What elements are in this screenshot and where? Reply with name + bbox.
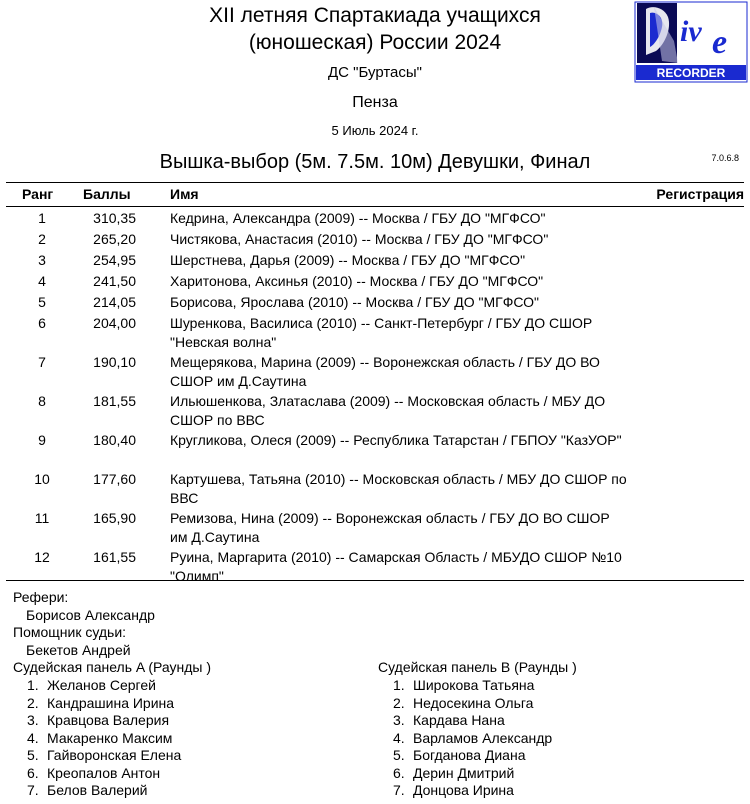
name-cell: Борисова, Ярослава (2010) -- Москва / ГБУ ДО "МГФСО" [170,294,540,310]
city: Пенза [352,94,398,111]
referee-name: Борисов Александр [26,607,155,623]
judge-item [393,730,552,748]
score-cell: 254,95 [93,252,136,268]
score-cell: 310,35 [93,210,136,226]
judge-name: Донцова Ирина [413,782,514,798]
judge-item [393,712,552,730]
judge-number: 6. [27,764,39,781]
header-registration: Регистрация [656,186,744,202]
name-cell: Мещерякова, Марина (2009) -- Воронежская область / ГБУ ДО ВО СШОР им Д.Саутина [170,354,600,389]
judge-name: Белов Валерий [47,782,148,798]
svg-text:iv: iv [680,15,702,48]
panel-a-label: Судейская панель A (Раунды ) [13,659,212,675]
judge-item [393,747,552,765]
judge-number: 1. [393,677,405,693]
judge-item [393,695,552,713]
score-cell: 190,10 [93,354,136,370]
table-row [0,508,750,547]
rank-cell: 4 [38,273,46,289]
judge-item [27,765,181,783]
score-cell: 161,55 [93,549,136,565]
judge-name: Кравцова Валерия [47,712,170,728]
referee-label: Рефери: [13,589,69,605]
judge-number: 3. [393,712,405,728]
judge-name: Креопалов Антон [47,764,161,781]
name-cell: Картушева, Татьяна (2010) -- Московская область / МБУ ДО СШОР по ВВС [170,471,627,506]
name-cell: Ильюшенкова, Златаслава (2009) -- Московская область / МБУ ДО СШОР по ВВС [170,393,606,428]
judge-name: Кандрашина Ирина [47,694,175,711]
header-rank: Ранг [22,186,54,202]
judge-number: 7. [27,782,39,798]
judge-name: Гайворонская Елена [47,747,182,763]
table-row [0,208,750,229]
judge-number: 6. [393,764,405,781]
divider-bottom [6,580,744,581]
judge-panel-a [27,677,181,800]
name-cell: Ремизова, Нина (2009) -- Воронежская область / ГБУ ДО ВО СШОР им Д.Саутина [170,510,610,545]
judge-number: 2. [393,694,405,711]
judge-name: Богданова Диана [413,747,526,763]
rank-cell: 11 [34,510,50,526]
name-cell: Руина, Маргарита (2010) -- Самарская Область / МБУДО СШОР №10 "Олимп" [170,549,622,584]
name-cell: Харитонова, Аксинья (2010) -- Москва / ГБУ ДО "МГФСО" [170,273,544,289]
table-row [0,229,750,250]
judge-number: 5. [27,747,39,763]
table-row [0,271,750,292]
judge-number: 4. [393,729,405,746]
table-row [0,250,750,271]
judge-name: Варламов Александр [413,729,553,746]
table-row [0,292,750,313]
divider-header [6,206,744,207]
software-version: 7.0.6.8 [711,153,739,163]
name-cell: Кругликова, Олеся (2009) -- Республика Татарстан / ГБПОУ "КазУОР" [170,432,622,448]
rank-cell: 7 [38,354,46,370]
table-row [0,313,750,352]
name-cell: Шерстнева, Дарья (2009) -- Москва / ГБУ ДО "МГФСО" [170,252,526,268]
judge-item [27,747,181,765]
rank-cell: 5 [38,294,46,310]
judge-number: 3. [27,712,39,728]
judge-item [393,677,552,695]
name-cell: Чистякова, Анастасия (2010) -- Москва / ГБУ ДО "МГФСО" [170,231,549,247]
judge-item [393,782,552,800]
judge-item [393,765,552,783]
rank-cell: 1 [38,210,46,226]
judge-item [27,730,181,748]
diverecorder-logo [634,1,748,83]
rank-cell: 3 [38,252,46,268]
score-cell: 241,50 [93,273,136,289]
logo-text: RECORDER [656,66,726,80]
score-cell: 165,90 [93,510,136,526]
judge-item [27,782,181,800]
judge-name: Желанов Сергей [47,677,156,693]
rank-cell: 9 [38,432,46,448]
event-title: Вышка-выбор (5м. 7.5м. 10м) Девушки, Финал [159,151,591,173]
score-cell: 181,55 [93,393,136,409]
judge-name: Макаренко Максим [47,729,173,746]
panel-b-label: Судейская панель B (Раунды ) [378,659,577,675]
score-cell: 265,20 [93,231,136,247]
assistant-label: Помощник судьи: [13,624,127,640]
results-table [0,208,750,586]
event-date: 5 Июль 2024 г. [331,123,419,138]
header-name: Имя [170,186,199,202]
table-row [0,391,750,430]
svg-text:e: e [712,24,728,61]
score-cell: 180,40 [93,432,136,448]
rank-cell: 8 [38,393,46,409]
title-line-1: XII летняя Спартакиада учащихся [209,4,541,27]
assistant-name: Бекетов Андрей [26,642,131,658]
judge-name: Кардава Нана [413,712,505,728]
table-row [0,469,750,508]
judge-item [27,695,181,713]
judge-number: 5. [393,747,405,763]
rank-cell: 12 [34,549,50,565]
judge-item [27,677,181,695]
venue: ДС "Буртасы" [328,64,422,81]
judge-item [27,712,181,730]
judge-number: 1. [27,677,39,693]
table-row [0,352,750,391]
divider-top [6,182,744,183]
judge-name: Широкова Татьяна [413,677,535,693]
judge-name: Дерин Дмитрий [413,764,515,781]
rank-cell: 10 [34,471,50,487]
rank-cell: 6 [38,315,46,331]
table-row [0,430,750,469]
score-cell: 177,60 [93,471,136,487]
name-cell: Шуренкова, Василиса (2010) -- Санкт-Петербург / ГБУ ДО СШОР "Невская волна" [170,315,593,350]
header-score: Баллы [83,186,131,202]
name-cell: Кедрина, Александра (2009) -- Москва / ГБУ ДО "МГФСО" [170,210,546,226]
score-cell: 214,05 [93,294,136,310]
judge-panel-b [393,677,552,800]
score-cell: 204,00 [93,315,136,331]
judge-number: 7. [393,782,405,798]
rank-cell: 2 [38,231,46,247]
judge-name: Недосекина Ольга [413,694,534,711]
judge-number: 2. [27,694,39,711]
title-line-2: (юношеская) России 2024 [248,31,502,54]
judge-number: 4. [27,729,39,746]
